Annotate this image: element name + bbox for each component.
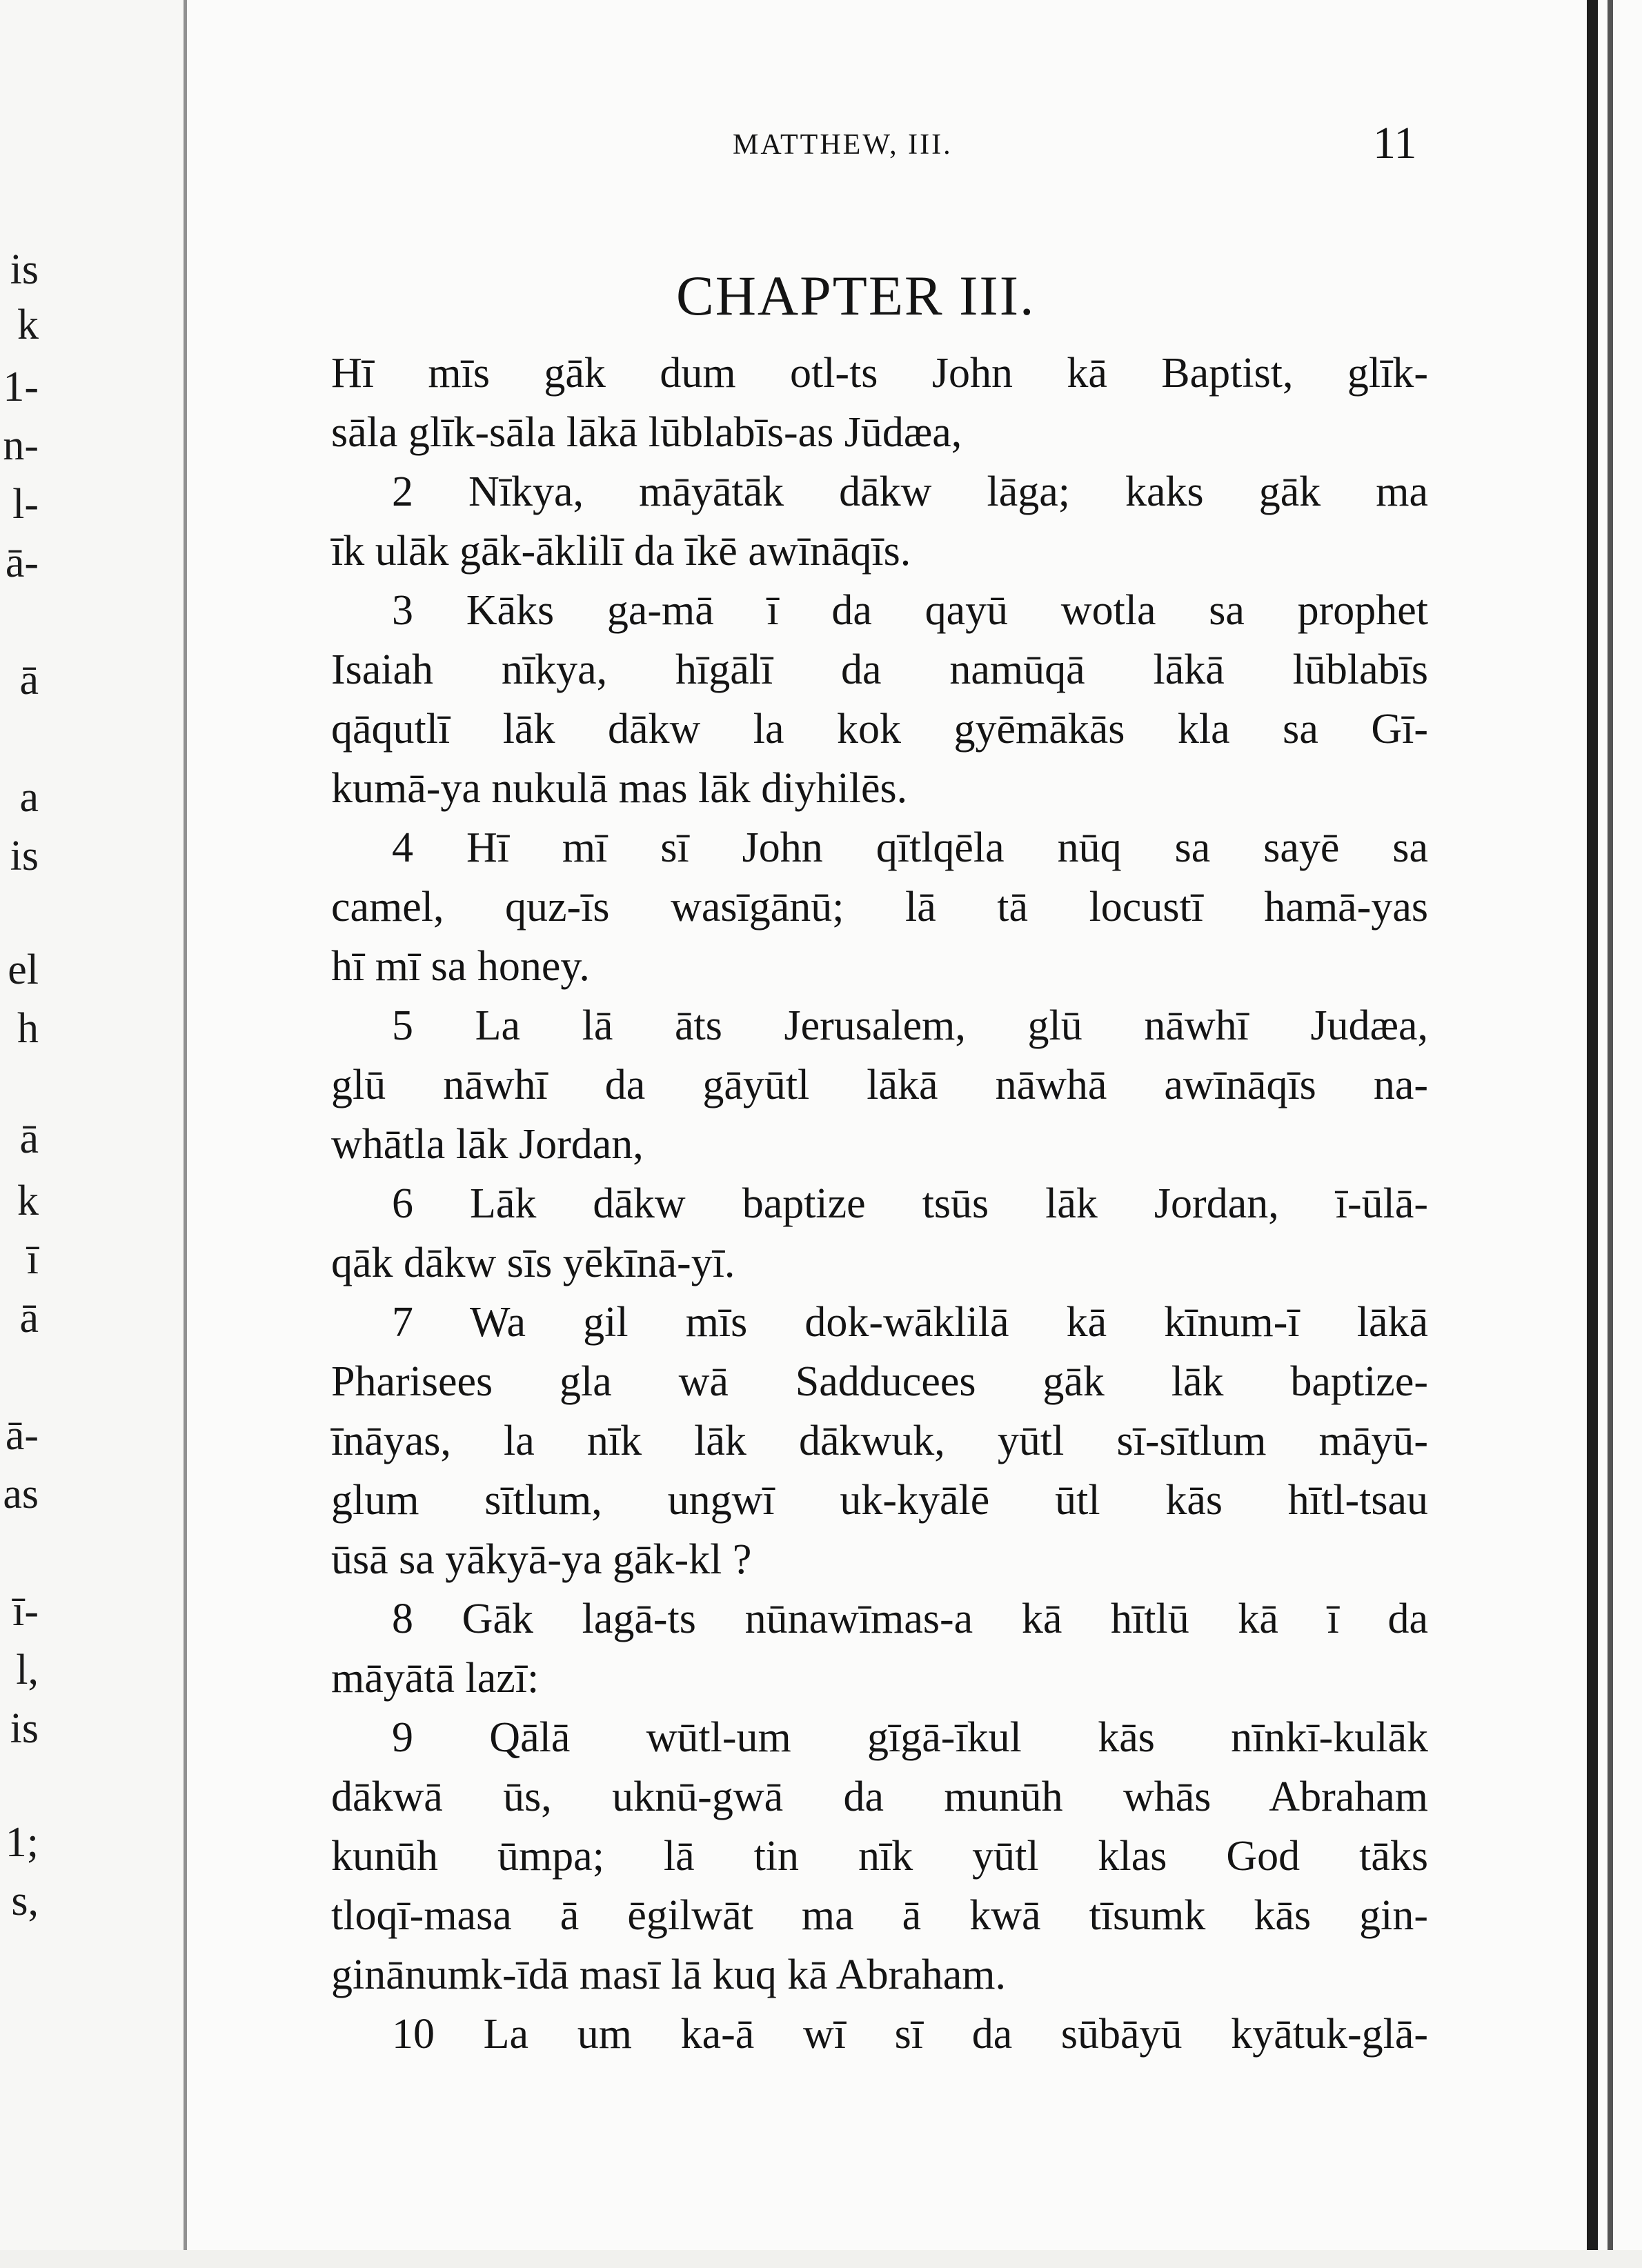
text-line: dākwā ūs, uknū-gwā da munūh whās Abraham: [331, 1773, 1428, 1820]
chapter-body: [331, 344, 1428, 2064]
text-line: īnāyas, la nīk lāk dākwuk, yūtl sī-sītlum māyū-: [331, 1418, 1428, 1464]
verse-line: 7 Wa gil mīs dok-wāklilā kā kīnum-ī lākā: [392, 1299, 1428, 1346]
text-line: tloqī-masa ā ēgilwāt ma ā kwā tīsumk kās gin-: [331, 1892, 1428, 1939]
verse-line: 2 Nīkya, māyātāk dākw lāga; kaks gāk ma: [392, 468, 1428, 515]
facing-page-fragment: n-: [3, 422, 39, 469]
text-line: qāk dākw sīs yēkīnā-yī.: [331, 1240, 735, 1286]
facing-page-fragment: a: [19, 774, 39, 821]
text-line: camel, quz-īs wasīgānū; lā tā locustī hamā-yas: [331, 884, 1428, 931]
page-right-shadow: [1608, 0, 1613, 2268]
verse-line: 5 La lā āts Jerusalem, glū nāwhī Judæa,: [392, 1002, 1428, 1049]
facing-page-fragment: is: [10, 1705, 39, 1752]
text-line: Pharisees gla wā Sadducees gāk lāk baptize-: [331, 1358, 1428, 1405]
text-line: qāqutlī lāk dākw la kok gyēmākās kla sa Gī-: [331, 706, 1428, 753]
facing-page-fragment: k: [17, 1177, 39, 1224]
chapter-title: CHAPTER III.: [676, 264, 1036, 327]
text-line: Hī mīs gāk dum otl-ts John kā Baptist, glīk-: [331, 350, 1428, 397]
text-line: glum sītlum, ungwī uk-kyālē ūtl kās hītl-tsau: [331, 1477, 1428, 1524]
page-gutter-edge: [184, 0, 187, 2268]
text-line: ūsā sa yākyā-ya gāk-kl ?: [331, 1536, 752, 1583]
facing-page-fragment: l-: [12, 481, 39, 528]
facing-page-fragment: 1-: [3, 364, 39, 410]
text-line: Isaiah nīkya, hīgālī da namūqā lākā lūblabīs: [331, 646, 1428, 693]
text-line: sāla glīk-sāla lākā lūblabīs-as Jūdæa,: [331, 409, 962, 456]
text-line: glū nāwhī da gāyūtl lākā nāwhā awīnāqīs na-: [331, 1062, 1428, 1108]
running-head: MATTHEW, III.: [733, 129, 953, 161]
page-right-edge: [1587, 0, 1598, 2268]
verse-line: 6 Lāk dākw baptize tsūs lāk Jordan, ī-ūlā-: [392, 1180, 1428, 1227]
verse-line: 4 Hī mī sī John qītlqēla nūq sa sayē sa: [392, 824, 1428, 871]
facing-page-fragment: el: [8, 946, 39, 993]
facing-page-fragment: ā-: [5, 539, 39, 586]
facing-page-fragment: ā: [19, 657, 39, 704]
facing-page-fragment: 1;: [5, 1819, 39, 1866]
facing-page-fragment: s,: [11, 1878, 39, 1924]
verse-line: 9 Qālā wūtl-um gīgā-īkul kās nīnkī-kulāk: [392, 1714, 1428, 1761]
text-line: īk ulāk gāk-āklilī da īkē awīnāqīs.: [331, 528, 911, 575]
facing-page-fragment: is: [10, 246, 39, 293]
facing-page-fragment: k: [17, 301, 39, 348]
facing-page-fragment: is: [10, 833, 39, 879]
facing-page-fragment: ī: [26, 1236, 39, 1283]
page-bottom-strip: [0, 2250, 1642, 2268]
facing-page-fragment: l,: [16, 1647, 39, 1693]
facing-page-fragment: ā-: [5, 1412, 39, 1459]
text-line: kumā-ya nukulā mas lāk diyhilēs.: [331, 765, 908, 812]
text-line: māyātā lazī:: [331, 1655, 540, 1702]
text-line: kunūh ūmpa; lā tin nīk yūtl klas God tāks: [331, 1833, 1428, 1880]
facing-page-fragment: as: [3, 1471, 39, 1518]
text-line: whātla lāk Jordan,: [331, 1121, 644, 1168]
facing-page-fragment: ā: [19, 1295, 39, 1342]
page-number: 11: [1373, 118, 1417, 168]
facing-page-fragment: ī-: [12, 1588, 39, 1635]
facing-page-fragment: ā: [19, 1115, 39, 1162]
facing-page-text: [0, 0, 41, 2268]
text-line: ginānumk-īdā masī lā kuq kā Abraham.: [331, 1951, 1006, 1998]
text-line: hī mī sa honey.: [331, 943, 590, 990]
facing-page-fragment: h: [17, 1005, 39, 1052]
verse-line: 8 Gāk lagā-ts nūnawīmas-a kā hītlū kā ī da: [392, 1595, 1428, 1642]
verse-line: 3 Kāks ga-mā ī da qayū wotla sa prophet: [392, 587, 1428, 634]
verse-line: 10 La um ka-ā wī sī da sūbāyū kyātuk-glā-: [392, 2011, 1428, 2058]
